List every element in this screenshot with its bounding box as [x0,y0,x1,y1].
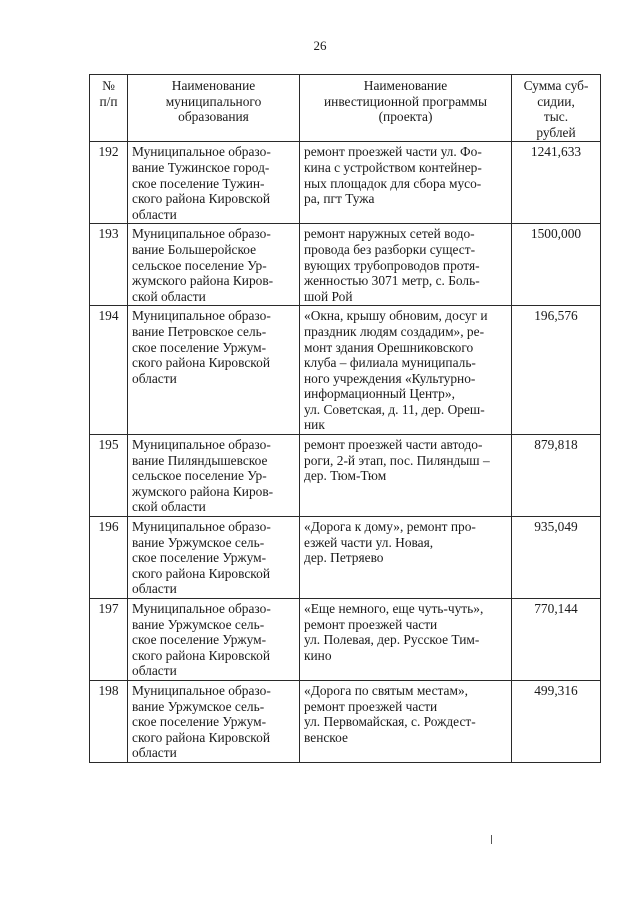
cell-line: ское поселение Уржум- [132,714,267,730]
cell-line: женностью 3071 метр, с. Боль- [304,273,480,289]
table-row [90,142,601,224]
subsidy-amount: 879,818 [512,435,601,517]
municipality-name [128,680,300,762]
cell-line: ремонт проезжей части [304,698,438,714]
subsidy-amount: 1500,000 [512,224,601,306]
cell-line: ского района Кировской [132,729,270,745]
table-row [90,599,601,681]
program-name [300,517,512,599]
row-number: 195 [90,435,128,517]
cell-line: Муниципальное образо- [132,519,271,535]
cell-line: жумского района Киров- [132,483,274,499]
row-number: 198 [90,680,128,762]
cell-line: вание Тужинское город- [132,159,270,175]
cell-line: езжей части ул. Новая, [304,534,434,550]
cell-line: Наименование [363,78,448,93]
row-number: 192 [90,142,128,224]
cell-line: дер. Тюм-Тюм [304,468,387,484]
cell-line: № [102,78,115,93]
municipality-name [128,435,300,517]
program-name [300,224,512,306]
cell-line: ское поселение Уржум- [132,339,267,355]
cell-line: Муниципальное образо- [132,682,271,698]
table-header [90,75,601,142]
subsidy-amount: 196,576 [512,306,601,435]
cell-line: ской области [132,288,206,304]
row-number: 193 [90,224,128,306]
subsidy-amount: 499,316 [512,680,601,762]
cell-line: ского района Кировской [132,565,270,581]
cell-line: области [132,745,177,761]
table-row [90,306,601,435]
cell-line: инвестиционной программы [323,93,487,109]
cell-line: «Дорога по святым местам», [304,682,468,698]
cell-line: тыс. [543,109,569,125]
cell-line: области [132,663,177,679]
cell-line: области [132,581,177,597]
cell-line: «Еще немного, еще чуть-чуть», [304,601,484,616]
cell-line: информационный Центр», [304,386,455,402]
cell-line: вание Большеройское [132,241,257,257]
table-row [90,680,601,762]
cell-line: ного учреждения «Культурно- [304,370,476,386]
program-name [300,142,512,224]
cell-line: Муниципальное образо- [132,601,271,616]
program-name [300,680,512,762]
cell-line: области [132,370,177,386]
cell-line: ремонт проезжей части [304,616,438,632]
cell-line: ремонт проезжей части автодо- [304,437,483,453]
subsidy-table [89,74,601,763]
cell-line: роги, 2-й этап, пос. Пиляндыш – [304,452,490,468]
subsidy-amount: 770,144 [512,599,601,681]
cell-line: п/п [99,93,118,109]
cell-line: Муниципальное образо- [132,437,271,453]
cell-line: ской области [132,499,206,515]
cell-line: области [132,206,177,222]
municipality-name [128,517,300,599]
table-body [90,142,601,763]
cell-line: кино [304,647,332,663]
cell-line: ское поселение Уржум- [132,632,267,648]
header-row [90,75,601,142]
cell-line: шой Рой [304,288,353,304]
cell-line: Наименование [171,78,256,93]
cell-line: ул. Советская, д. 11, дер. Ореш- [304,401,485,417]
cell-line: вание Пиляндышевское [132,452,268,468]
cell-line: Муниципальное образо- [132,226,271,242]
cell-line: ремонт наружных сетей водо- [304,226,475,242]
municipality-name [128,224,300,306]
table-row [90,224,601,306]
table-row [90,517,601,599]
program-name [300,306,512,435]
page-number: 26 [313,38,327,53]
cell-line: вание Петровское сель- [132,323,267,339]
cell-line: ник [304,417,325,433]
cell-line: образования [178,109,249,125]
municipality-name [128,142,300,224]
cell-line: клуба – филиала муниципаль- [304,355,476,371]
cell-line: Муниципальное образо- [132,144,271,160]
row-number: 196 [90,517,128,599]
cell-line: вание Уржумское сель- [132,616,265,632]
row-number: 197 [90,599,128,681]
cell-line: жумского района Киров- [132,273,274,289]
cell-line: дер. Петряево [304,550,384,566]
cell-line: ского района Кировской [132,647,270,663]
cell-line: ра, пгт Тужа [304,191,375,207]
cell-line: рублей [536,124,576,140]
subsidy-amount: 1241,633 [512,142,601,224]
cell-line: ского района Кировской [132,355,270,371]
table-row [90,435,601,517]
cell-line: «Дорога к дому», ремонт про- [304,519,476,535]
cell-line: ных площадок для сбора мусо- [304,175,482,191]
cell-line: вание Уржумское сель- [132,534,265,550]
cell-line: вующих трубопроводов протя- [304,257,480,273]
cell-line: сидии, [537,93,575,109]
scan-mark [491,835,492,844]
header-program [300,75,512,142]
municipality-name [128,599,300,681]
cell-line: Муниципальное образо- [132,308,271,324]
cell-line: монт здания Орешниковского [304,339,474,355]
cell-line: вание Уржумское сель- [132,698,265,714]
row-number: 194 [90,306,128,435]
cell-line: ул. Первомайская, с. Рождест- [304,714,476,730]
municipality-name [128,306,300,435]
header-sum [512,75,601,142]
cell-line: муниципального [165,93,262,109]
cell-line: ское поселение Тужин- [132,175,265,191]
program-name [300,435,512,517]
cell-line: праздник людям создадим», ре- [304,323,485,339]
header-municipality [128,75,300,142]
cell-line: ское поселение Уржум- [132,550,267,566]
program-name [300,599,512,681]
cell-line: ул. Полевая, дер. Русское Тим- [304,632,480,648]
cell-line: венское [304,729,348,745]
cell-line: ремонт проезжей части ул. Фо- [304,144,482,160]
cell-line: сельское поселение Ур- [132,468,267,484]
cell-line: ского района Кировской [132,191,270,207]
cell-line: провода без разборки сущест- [304,241,476,257]
cell-line: «Окна, крышу обновим, досуг и [304,308,488,324]
cell-line: сельское поселение Ур- [132,257,267,273]
header-num [90,75,128,142]
cell-line: кина с устройством контейнер- [304,159,482,175]
cell-line: Сумма суб- [523,78,589,93]
subsidy-amount: 935,049 [512,517,601,599]
cell-line: (проекта) [378,109,433,125]
